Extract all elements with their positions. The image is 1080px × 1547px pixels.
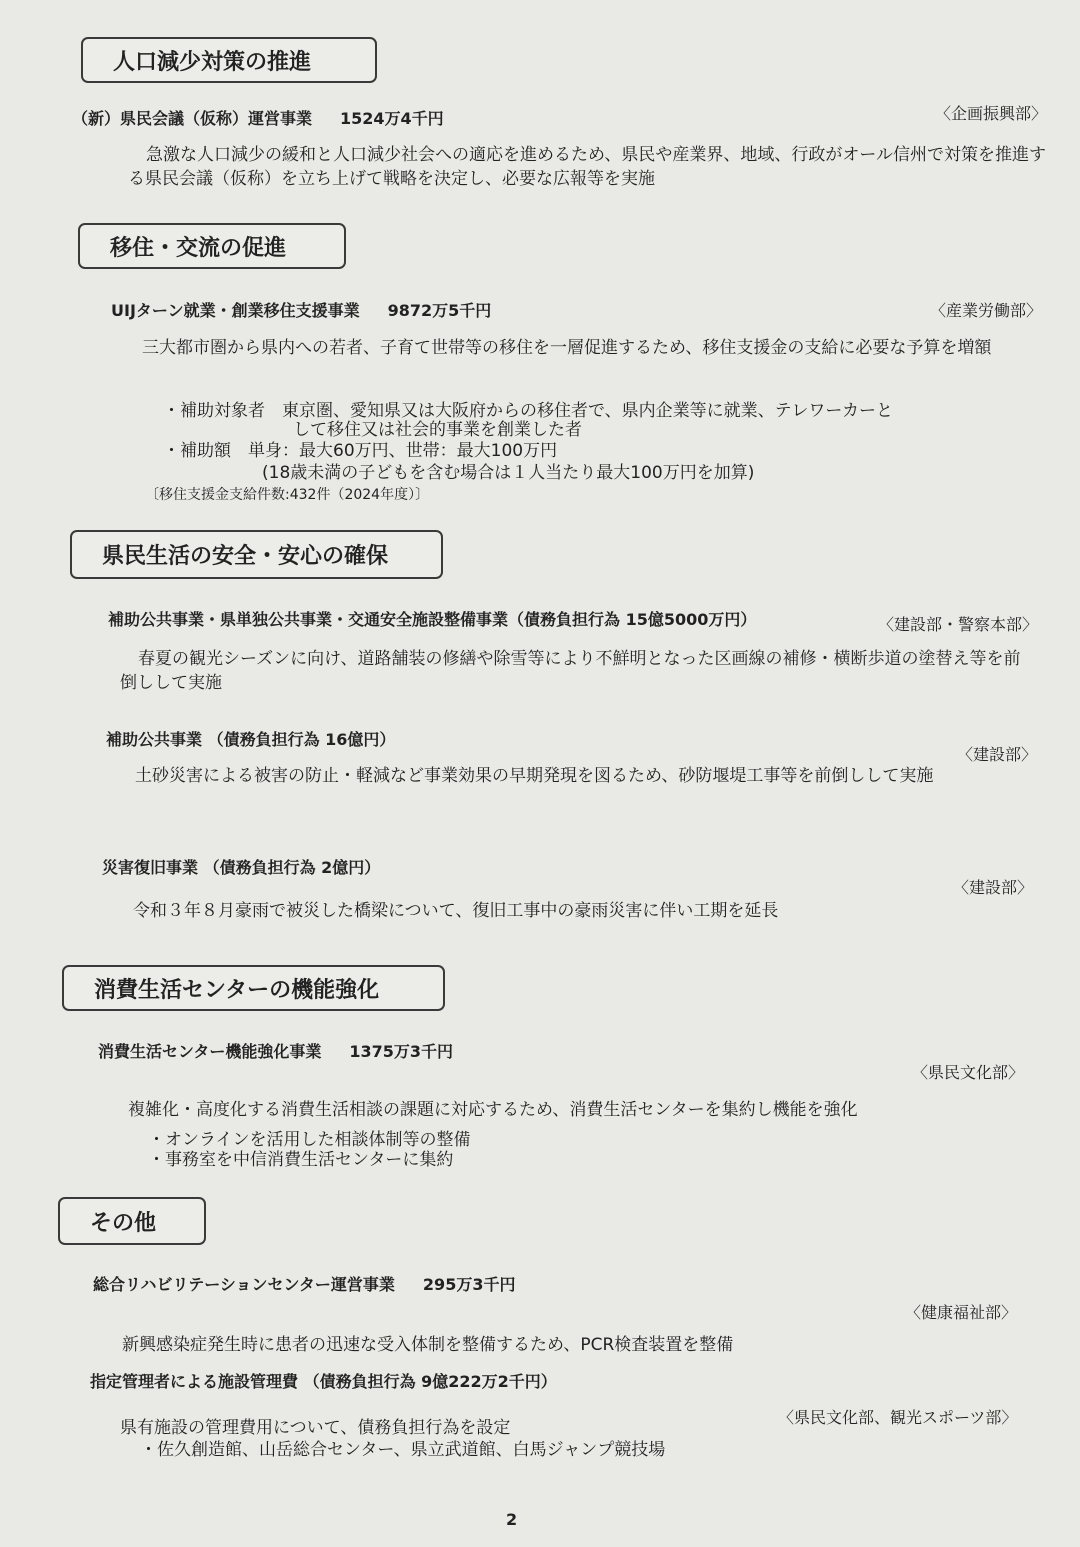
- item-department: 〈企画振興部〉: [935, 104, 1048, 123]
- item-department: 〈健康福祉部〉: [905, 1303, 1018, 1322]
- item-name: 消費生活センター機能強化事業: [98, 1042, 322, 1061]
- item-title: 指定管理者による施設管理費 （債務負担行為 9億222万2千円）: [90, 1372, 557, 1391]
- item-department: 〈県民文化部、観光スポーツ部〉: [778, 1408, 1018, 1427]
- item-title: [98, 1039, 453, 1062]
- section-heading-consumer: 消費生活センターの機能強化: [62, 965, 445, 1011]
- item-department: 〈建設部〉: [957, 745, 1038, 764]
- item-description: 三大都市圏から県内への若者、子育て世帯等の移住を一層促進するため、移住支援金の支給に必要な予算を増額: [142, 338, 992, 358]
- item-title: 補助公共事業・県単独公共事業・交通安全施設整備事業（債務負担行為 15億5000万円）: [108, 610, 757, 629]
- section-heading-other: その他: [58, 1197, 206, 1245]
- item-description: 複雑化・高度化する消費生活相談の課題に対応するため、消費生活センターを集約し機能を強化: [128, 1100, 858, 1120]
- item-description: 県有施設の管理費用について、債務負担行為を設定: [120, 1418, 511, 1438]
- item-title: 補助公共事業 （債務負担行為 16億円）: [106, 730, 396, 749]
- section-heading-safety: 県民生活の安全・安心の確保: [70, 530, 443, 579]
- item-title: [111, 298, 491, 321]
- item-title: [72, 106, 444, 129]
- item-name: （新）県民会議（仮称）運営事業: [72, 109, 313, 128]
- bullet-item: して移住又は社会的事業を創業した者: [293, 420, 582, 440]
- item-description: 新興感染症発生時に患者の迅速な受入体制を整備するため、PCR検査装置を整備: [122, 1335, 734, 1355]
- item-amount: 295万3千円: [422, 1275, 516, 1294]
- item-department: 〈建設部〉: [953, 878, 1034, 897]
- item-name: UIJターン就業・創業移住支援事業: [111, 301, 360, 320]
- bullet-item: ・佐久創造館、山岳総合センター、県立武道館、白馬ジャンプ競技場: [140, 1440, 666, 1460]
- item-amount: 1375万3千円: [349, 1042, 454, 1061]
- item-note: 〔移住支援金支給件数:432件（2024年度）〕: [145, 487, 430, 503]
- bullet-item: ・補助対象者 東京圏、愛知県又は大阪府からの移住者で、県内企業等に就業、テレワーカーと: [163, 401, 893, 421]
- item-name: 総合リハビリテーションセンター運営事業: [93, 1275, 395, 1294]
- item-department: 〈産業労働部〉: [930, 301, 1043, 320]
- item-description: 土砂災害による被害の防止・軽減など事業効果の早期発現を図るため、砂防堰堤工事等を前倒しして実施: [135, 766, 934, 786]
- section-heading-migration: 移住・交流の促進: [78, 223, 346, 269]
- section-heading-population: 人口減少対策の推進: [81, 37, 377, 83]
- item-department: 〈建設部・警察本部〉: [878, 615, 1039, 634]
- item-amount: 9872万5千円: [387, 301, 492, 320]
- item-description: 令和３年８月豪雨で被災した橋梁について、復旧工事中の豪雨災害に伴い工期を延長: [133, 901, 779, 921]
- item-title: [93, 1272, 515, 1295]
- bullet-item: ・補助額 単身：最大60万円、世帯：最大100万円: [163, 441, 558, 461]
- item-description: 急激な人口減少の緩和と人口減少社会への適応を進めるため、県民や産業界、地域、行政がオール信州で対策を推進する県民会議（仮称）を立ち上げて戦略を決定し、必要な広報等を実施: [128, 145, 1046, 189]
- item-description: 春夏の観光シーズンに向け、道路舗装の修繕や除雪等により不鮮明となった区画線の補修・横断歩道の塗替え等を前倒しして実施: [120, 649, 1021, 693]
- bullet-item: (18歳未満の子どもを含む場合は１人当たり最大100万円を加算): [262, 463, 755, 483]
- bullet-item: ・事務室を中信消費生活センターに集約: [148, 1150, 454, 1170]
- item-title: 災害復旧事業 （債務負担行為 2億円）: [102, 858, 381, 877]
- item-department: 〈県民文化部〉: [912, 1063, 1025, 1082]
- bullet-item: ・オンラインを活用した相談体制等の整備: [148, 1130, 471, 1150]
- page-number: 2: [506, 1510, 518, 1529]
- item-amount: 1524万4千円: [340, 109, 444, 128]
